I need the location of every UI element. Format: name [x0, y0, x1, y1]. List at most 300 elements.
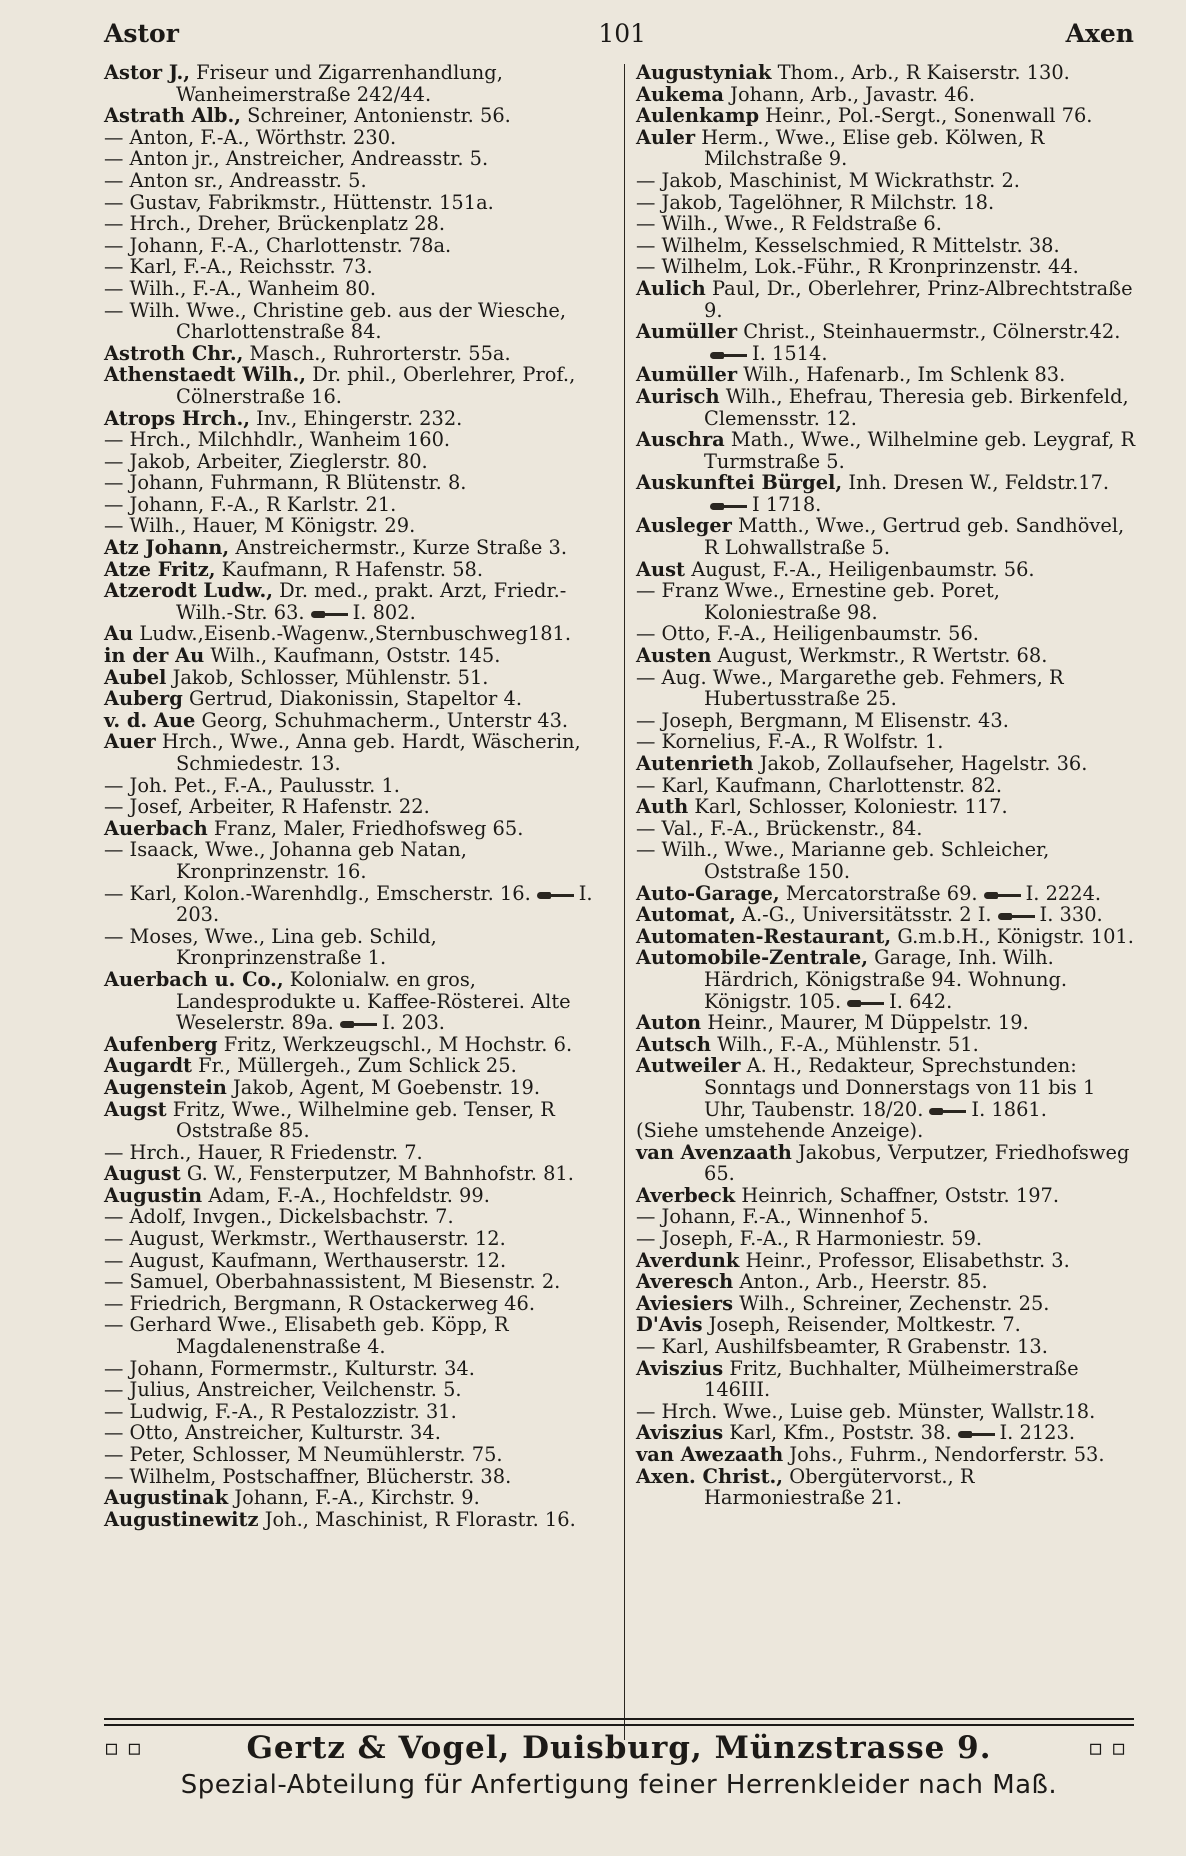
directory-entry	[636, 1271, 1136, 1293]
entry-name: Auto-Garage,	[636, 881, 780, 905]
directory-entry	[636, 926, 1136, 948]
telephone-icon	[537, 889, 575, 901]
entry-details: — Joseph, Bergmann, M Elisenstr. 43.	[636, 708, 1009, 732]
directory-entry	[636, 1250, 1136, 1272]
directory-entry	[104, 818, 616, 840]
entry-details: G. W., Fensterputzer, M Bahnhofstr. 81.	[186, 1162, 574, 1186]
directory-entry	[636, 559, 1136, 581]
entry-details: Kaufmann, R Hafenstr. 58.	[221, 557, 484, 581]
entry-name: Augenstein	[104, 1075, 227, 1099]
phone-number: I. 2123.	[999, 1421, 1075, 1445]
entry-name: Augustinak	[104, 1486, 229, 1510]
directory-entry	[104, 688, 616, 710]
directory-entry	[104, 364, 616, 407]
entry-name: Automobile-Zentrale,	[636, 946, 868, 970]
directory-entry	[636, 623, 1136, 645]
entry-details: Wilh., F.-A., Mühlenstr. 51.	[717, 1032, 979, 1056]
phone-number: I 1718.	[752, 492, 822, 516]
entry-details: Matth., Wwe., Gertrud geb. Sandhövel, R Lohwallstraße 5.	[704, 514, 1125, 560]
entry-details: Fritz, Werkzeugschl., M Hochstr. 6.	[223, 1032, 573, 1056]
directory-entry	[104, 1487, 616, 1509]
entry-name: Auler	[636, 125, 696, 149]
directory-entry	[636, 1034, 1136, 1056]
directory-entry	[636, 105, 1136, 127]
directory-entry	[636, 386, 1136, 429]
entry-details: Herm., Wwe., Elise geb. Kölwen, R Milchstraße 9.	[701, 125, 1045, 171]
entry-name: Austen	[636, 644, 712, 668]
directory-entry	[104, 1379, 616, 1401]
directory-entry	[636, 429, 1136, 472]
directory-entry	[104, 408, 616, 430]
directory-entry	[104, 1293, 616, 1315]
entry-name: Aviszius	[636, 1356, 724, 1380]
directory-entry	[636, 796, 1136, 818]
entry-details: — Anton jr., Anstreicher, Andreasstr. 5.	[104, 147, 489, 171]
entry-details: Georg, Schuhmacherm., Unterstr 43.	[201, 708, 569, 732]
entry-name: Auskunftei Bürgel,	[636, 471, 843, 495]
phone-number: I. 1514.	[752, 341, 828, 365]
entry-name: Atzerodt Ludw.,	[104, 579, 273, 603]
directory-entry	[104, 170, 616, 192]
entry-name: Automaten-Restaurant,	[636, 924, 892, 948]
entry-details: Anstreichermstr., Kurze Straße 3.	[235, 536, 568, 560]
entry-details: Johs., Fuhrm., Nendorferstr. 53.	[789, 1443, 1105, 1466]
entry-details: Wilh., Ehefrau, Theresia geb. Birkenfeld, Clemensstr. 12.	[704, 384, 1129, 430]
entry-details: Dr. phil., Oberlehrer, Prof., Cölnerstraße 16.	[176, 363, 576, 408]
entry-details: Fr., Müllergeh., Zum Schlick 25.	[198, 1054, 517, 1078]
entry-details: Jakob, Zollaufseher, Hagelstr. 36.	[759, 752, 1088, 775]
entry-name: van Avenzaath	[636, 1140, 792, 1164]
advert-top-rule-2	[104, 1724, 1134, 1726]
entry-details: Christ., Steinhauermstr., Cölnerstr.42.	[743, 320, 1121, 344]
directory-entry	[104, 969, 616, 1034]
directory-entry	[104, 537, 616, 559]
entry-details: Ludw.,Eisenb.-Wagenw.,Sternbuschweg181.	[139, 622, 572, 646]
entry-name: v. d. Aue	[104, 708, 196, 732]
entry-name: August	[104, 1162, 181, 1186]
directory-entry	[636, 818, 1136, 840]
advert-line-1	[104, 1730, 1134, 1766]
directory-entry	[636, 127, 1136, 170]
entry-details: Karl, Kfm., Poststr. 38.	[729, 1421, 952, 1445]
directory-entry	[636, 1444, 1136, 1466]
telephone-icon	[847, 997, 885, 1009]
entry-details: Joseph, Reisender, Moltkestr. 7.	[708, 1313, 1021, 1337]
entry-details: — Wilh. Wwe., Christine geb. aus der Wiesche, Charlottenstraße 84.	[104, 298, 567, 344]
directory-entry	[636, 1142, 1136, 1185]
telephone-icon	[311, 608, 349, 620]
directory-entry	[636, 1185, 1136, 1207]
entry-details: — Johann, F.-A., R Karlstr. 21.	[104, 492, 397, 516]
entry-details: — Wilh., Hauer, M Königstr. 29.	[104, 514, 416, 538]
directory-entry	[636, 1358, 1136, 1401]
telephone-icon	[984, 889, 1022, 901]
advert-boxes-left: ▫▫	[104, 1735, 150, 1761]
page-number: 101	[598, 18, 647, 48]
directory-entry	[636, 839, 1136, 882]
entry-name: Augustin	[104, 1183, 203, 1207]
telephone-icon	[340, 1018, 378, 1030]
directory-entry	[636, 710, 1136, 732]
directory-entry	[104, 1250, 616, 1272]
directory-entry	[104, 645, 616, 667]
entry-name: Au	[104, 622, 134, 646]
entry-name: Autenrieth	[636, 752, 754, 775]
directory-entry	[104, 1466, 616, 1488]
directory-entry	[636, 1466, 1136, 1509]
directory-entry	[636, 731, 1136, 753]
directory-entry	[636, 1012, 1136, 1034]
entry-details: Thom., Arb., R Kaiserstr. 130.	[777, 61, 1070, 84]
entry-details: Mercatorstraße 69.	[785, 881, 978, 905]
entry-details: — Gustav, Fabrikmstr., Hüttenstr. 151a.	[104, 190, 494, 214]
entry-name: Aviszius	[636, 1421, 724, 1445]
entry-name: Averbeck	[636, 1183, 736, 1207]
directory-entry	[104, 343, 616, 365]
entry-name: Atz Johann,	[104, 536, 230, 560]
entry-name: Automat,	[636, 903, 736, 927]
directory-entry	[636, 1120, 1136, 1142]
entry-details: Wilh., Schreiner, Zechenstr. 25.	[739, 1291, 1050, 1315]
directory-entry	[104, 451, 616, 473]
entry-details: — Otto, Anstreicher, Kulturstr. 34.	[104, 1421, 441, 1445]
advert-firm: Gertz & Vogel, Duisburg, Münzstrasse 9.	[246, 1730, 992, 1766]
directory-entry	[636, 883, 1136, 905]
directory-entry	[636, 1336, 1136, 1358]
entry-details: — Val., F.-A., Brückenstr., 84.	[636, 816, 923, 840]
directory-entry	[104, 1509, 616, 1531]
entry-name: Aumüller	[636, 320, 738, 344]
left-column	[104, 62, 616, 1530]
directory-entry	[636, 1228, 1136, 1250]
entry-details: — Anton, F.-A., Wörthstr. 230.	[104, 125, 397, 149]
entry-details: — Samuel, Oberbahnassistent, M Biesenstr. 2.	[104, 1270, 561, 1294]
directory-entry	[636, 667, 1136, 710]
entry-details: Jakobus, Verputzer, Friedhofsweg 65.	[704, 1140, 1130, 1186]
directory-entry	[104, 472, 616, 494]
entry-details: — Hrch., Milchhdlr., Wanheim 160.	[104, 428, 451, 452]
directory-entry	[636, 170, 1136, 192]
entry-details: Wilh., Kaufmann, Oststr. 145.	[210, 644, 501, 668]
entry-details: — Kornelius, F.-A., R Wolfstr. 1.	[636, 730, 944, 754]
entry-details: Schreiner, Antonienstr. 56.	[247, 104, 511, 128]
advert-boxes-right: ▫▫	[1088, 1735, 1134, 1761]
entry-name: Auer	[104, 730, 156, 754]
directory-entry	[636, 235, 1136, 257]
entry-details: — Gerhard Wwe., Elisabeth geb. Köpp, R Magdalenenstraße 4.	[104, 1313, 509, 1359]
telephone-icon	[958, 1428, 996, 1440]
directory-entry	[636, 1314, 1136, 1336]
entry-name: Autweiler	[636, 1054, 741, 1078]
entry-name: Auberg	[104, 687, 183, 711]
directory-entry	[104, 775, 616, 797]
directory-entry	[636, 775, 1136, 797]
entry-name: Aubel	[104, 665, 167, 689]
directory-entry	[636, 278, 1136, 321]
directory-entry	[104, 883, 616, 926]
directory-entry	[104, 796, 616, 818]
phone-number: I. 330.	[1039, 903, 1103, 927]
entry-details: Fritz, Wwe., Wilhelmine geb. Tenser, R Oststraße 85.	[172, 1097, 555, 1143]
phone-number: I. 2224.	[1025, 881, 1102, 905]
entry-details: August, F.-A., Heiligenbaumstr. 56.	[691, 557, 1035, 581]
directory-entry	[104, 192, 616, 214]
entry-details: — Hrch., Hauer, R Friedenstr. 7.	[104, 1140, 423, 1164]
directory-entry	[636, 84, 1136, 106]
directory-entry	[104, 1034, 616, 1056]
directory-entry	[636, 515, 1136, 558]
directory-entry	[104, 1401, 616, 1423]
directory-entry	[104, 710, 616, 732]
entry-name: Atrops Hrch.,	[104, 406, 250, 430]
entry-name: Auerbach u. Co.,	[104, 967, 284, 991]
entry-details: — Franz Wwe., Ernestine geb. Poret, Koloniestraße 98.	[636, 579, 1000, 624]
directory-entry	[104, 1271, 616, 1293]
entry-details: Fritz, Buchhalter, Mülheimerstraße 146III.	[704, 1356, 1079, 1402]
advert-top-rule	[104, 1718, 1134, 1720]
entry-details: Inh. Dresen W., Feldstr.17.	[848, 471, 1110, 495]
directory-entry	[636, 1293, 1136, 1315]
directory-entry	[104, 1142, 616, 1164]
entry-details: (Siehe umstehende Anzeige).	[636, 1119, 924, 1143]
entry-details: — Peter, Schlosser, M Neumühlerstr. 75.	[104, 1443, 503, 1466]
directory-entry	[636, 192, 1136, 214]
telephone-icon	[998, 910, 1036, 922]
entry-details: Friseur und Zigarrenhandlung, Wanheimerstraße 242/44.	[176, 61, 503, 106]
entry-name: Autsch	[636, 1032, 711, 1056]
entry-details: — Jakob, Maschinist, M Wickrathstr. 2.	[636, 168, 1020, 192]
directory-entry	[636, 1055, 1136, 1120]
entry-details: — Johann, F.-A., Winnenhof 5.	[636, 1205, 929, 1229]
entry-details: — Johann, F.-A., Charlottenstr. 78a.	[104, 233, 452, 257]
directory-entry	[104, 731, 616, 774]
entry-details: — Johann, Formermstr., Kulturstr. 34.	[104, 1356, 475, 1380]
entry-name: Averesch	[636, 1270, 734, 1294]
directory-entry	[636, 62, 1136, 84]
directory-entry	[636, 1401, 1136, 1423]
entry-details: Math., Wwe., Wilhelmine geb. Leygraf, R Turmstraße 5.	[704, 428, 1136, 473]
entry-details: Anton., Arb., Heerstr. 85.	[739, 1270, 988, 1294]
directory-entry	[104, 1206, 616, 1228]
entry-details: — Otto, F.-A., Heiligenbaumstr. 56.	[636, 622, 979, 646]
directory-entry	[636, 1422, 1136, 1444]
entry-details: — Josef, Arbeiter, R Hafenstr. 22.	[104, 795, 430, 819]
entry-details: — Ludwig, F.-A., R Pestalozzistr. 31.	[104, 1399, 457, 1423]
entry-name: Auerbach	[104, 816, 208, 840]
entry-details: Heinr., Pol.-Sergt., Sonenwall 76.	[765, 104, 1093, 128]
directory-entry	[104, 213, 616, 235]
entry-details: Franz, Maler, Friedhofsweg 65.	[213, 816, 524, 840]
directory-entry	[636, 580, 1136, 623]
advert-line-2: Spezial-Abteilung für Anfertigung feiner Herrenkleider nach Maß.	[180, 1770, 1058, 1800]
directory-entry	[104, 515, 616, 537]
entry-details: A.-G., Universitätsstr. 2 I.	[742, 903, 992, 927]
entry-details: Garage, Inh. Wilh. Härdrich, Königstraße 94. Wohnung. Königstr. 105.	[704, 946, 1068, 1013]
directory-entry	[636, 645, 1136, 667]
directory-entry	[636, 364, 1136, 386]
entry-details: Jakob, Schlosser, Mühlenstr. 51.	[172, 665, 489, 689]
entry-name: Augustinewitz	[104, 1507, 259, 1531]
entry-details: Gertrud, Diakonissin, Stapeltor 4.	[188, 687, 522, 711]
entry-details: — Joh. Pet., F.-A., Paulusstr. 1.	[104, 773, 400, 797]
entry-name: Aurisch	[636, 384, 720, 408]
entry-name: Aumüller	[636, 363, 738, 387]
directory-entry	[104, 1099, 616, 1142]
entry-name: Astrath Alb.,	[104, 104, 241, 128]
directory-entry	[104, 623, 616, 645]
entry-details: — Wilhelm, Lok.-Führ., R Kronprinzenstr. 44.	[636, 255, 1079, 279]
column-divider	[624, 64, 625, 1740]
entry-details: Dr. med., prakt. Arzt, Friedr.-Wilh.-Str. 63.	[176, 579, 567, 624]
telephone-icon	[710, 500, 748, 512]
right-column	[636, 62, 1136, 1509]
phone-number: I. 203.	[381, 1011, 445, 1035]
entry-details: Johann, Arb., Javastr. 46.	[730, 82, 976, 106]
entry-details: — Hrch. Wwe., Luise geb. Münster, Wallstr.18.	[636, 1399, 1096, 1423]
entry-name: Aufenberg	[104, 1032, 218, 1056]
telephone-icon	[929, 1105, 967, 1117]
directory-entry	[104, 667, 616, 689]
directory-entry	[104, 62, 616, 105]
entry-details: — Wilh., Wwe., R Feldstraße 6.	[636, 212, 942, 236]
directory-entry	[104, 429, 616, 451]
directory-entry	[636, 904, 1136, 926]
directory-entry	[636, 213, 1136, 235]
header-left-word: Astor	[104, 18, 179, 48]
entry-name: Auschra	[636, 428, 725, 452]
entry-details: — Johann, Fuhrmann, R Blütenstr. 8.	[104, 471, 467, 495]
phone-number: I. 203.	[176, 881, 593, 927]
entry-details: Kolonialw. en gros, Landesprodukte u. Kaffee-Rösterei. Alte Weselerstr. 89a.	[176, 967, 571, 1035]
entry-details: — Aug. Wwe., Margarethe geb. Fehmers, R Hubertusstraße 25.	[636, 665, 1064, 711]
entry-details: Wilh., Hafenarb., Im Schlenk 83.	[743, 363, 1066, 387]
directory-entry	[104, 1055, 616, 1077]
entry-details: Joh., Maschinist, R Florastr. 16.	[264, 1507, 576, 1531]
entry-details: — Karl, Kolon.-Warenhdlg., Emscherstr. 16.	[104, 881, 531, 905]
directory-entry	[636, 321, 1136, 364]
entry-details: Heinr., Maurer, M Düppelstr. 19.	[707, 1011, 1029, 1035]
entry-details: — Hrch., Dreher, Brückenplatz 28.	[104, 212, 446, 236]
entry-details: A. H., Redakteur, Sprechstunden: Sonntags und Donnerstags von 11 bis 1 Uhr, Taubenstr. 18/20.	[704, 1054, 1096, 1121]
entry-details: Heinr., Professor, Elisabethstr. 3.	[745, 1248, 1070, 1272]
entry-details: Johann, F.-A., Kirchstr. 9.	[234, 1486, 480, 1510]
directory-entry	[636, 1206, 1136, 1228]
entry-details: Obergütervorst., R Harmoniestraße 21.	[704, 1464, 975, 1510]
directory-entry	[104, 300, 616, 343]
entry-details: Hrch., Wwe., Anna geb. Hardt, Wäscherin, Schmiedestr. 13.	[161, 730, 581, 775]
advertisement	[104, 1730, 1134, 1800]
entry-details: Jakob, Agent, M Goebenstr. 19.	[232, 1075, 541, 1099]
directory-entry	[104, 839, 616, 882]
entry-details: Inv., Ehingerstr. 232.	[256, 406, 463, 430]
directory-entry	[104, 1444, 616, 1466]
entry-name: van Awezaath	[636, 1443, 784, 1466]
entry-name: Averdunk	[636, 1248, 740, 1272]
entry-name: Ausleger	[636, 514, 732, 538]
entry-name: Augst	[104, 1097, 167, 1121]
entry-name: D'Avis	[636, 1313, 703, 1337]
entry-details: — Jakob, Arbeiter, Zieglerstr. 80.	[104, 449, 428, 473]
directory-entry	[636, 472, 1136, 515]
entry-name: Astor J.,	[104, 61, 190, 84]
directory-entry	[104, 494, 616, 516]
entry-name: Augustyniak	[636, 61, 772, 84]
entry-details: G.m.b.H., Königstr. 101.	[897, 924, 1134, 948]
telephone-icon	[710, 349, 748, 361]
entry-details: — Wilh., F.-A., Wanheim 80.	[104, 276, 377, 300]
entry-details: — Karl, Kaufmann, Charlottenstr. 82.	[636, 773, 1002, 797]
entry-name: Auton	[636, 1011, 702, 1035]
directory-entry	[636, 947, 1136, 1012]
phone-number: I. 642.	[889, 989, 953, 1013]
directory-entry	[104, 1077, 616, 1099]
entry-details: — Isaack, Wwe., Johanna geb Natan, Kronprinzenstr. 16.	[104, 838, 467, 883]
directory-entry	[104, 105, 616, 127]
phone-number: I. 1861.	[971, 1097, 1047, 1121]
entry-details: Karl, Schlosser, Koloniestr. 117.	[694, 795, 1008, 819]
directory-entry	[104, 1163, 616, 1185]
phone-number: I. 802.	[352, 600, 416, 624]
entry-name: in der Au	[104, 644, 205, 668]
entry-name: Aust	[636, 557, 686, 581]
entry-details: Adam, F.-A., Hochfeldstr. 99.	[208, 1183, 490, 1207]
entry-name: Aviesiers	[636, 1291, 733, 1315]
entry-details: — Anton sr., Andreasstr. 5.	[104, 168, 367, 192]
directory-entry	[104, 1422, 616, 1444]
entry-name: Augardt	[104, 1054, 192, 1078]
directory-entry	[104, 278, 616, 300]
entry-name: Athenstaedt Wilh.,	[104, 363, 307, 387]
entry-details: — Wilhelm, Kesselschmied, R Mittelstr. 38.	[636, 233, 1060, 257]
directory-entry	[636, 753, 1136, 775]
entry-details: — Jakob, Tagelöhner, R Milchstr. 18.	[636, 190, 995, 214]
directory-entry	[104, 256, 616, 278]
directory-entry	[104, 235, 616, 257]
entry-details: Heinrich, Schaffner, Oststr. 197.	[741, 1183, 1060, 1207]
entry-details: — Karl, Aushilfsbeamter, R Grabenstr. 13.	[636, 1335, 1048, 1359]
entry-details: — Wilhelm, Postschaffner, Blücherstr. 38.	[104, 1464, 512, 1488]
directory-entry	[104, 580, 616, 623]
header-right-word: Axen	[1065, 18, 1134, 48]
entry-name: Aukema	[636, 82, 724, 106]
directory-entry	[104, 926, 616, 969]
directory-entry	[104, 1358, 616, 1380]
directory-entry	[104, 559, 616, 581]
entry-details: — Julius, Anstreicher, Veilchenstr. 5.	[104, 1378, 462, 1402]
entry-name: Aulich	[636, 276, 706, 300]
directory-entry	[104, 1185, 616, 1207]
entry-details: — Wilh., Wwe., Marianne geb. Schleicher, Oststraße 150.	[636, 838, 1050, 883]
entry-details: Masch., Ruhrorterstr. 55a.	[249, 341, 511, 365]
entry-name: Aulenkamp	[636, 104, 760, 128]
entry-details: — Joseph, F.-A., R Harmoniestr. 59.	[636, 1227, 983, 1251]
directory-entry	[104, 1314, 616, 1357]
entry-name: Axen. Christ.,	[636, 1464, 784, 1488]
entry-details: — August, Werkmstr., Werthauserstr. 12.	[104, 1227, 506, 1251]
directory-entry	[104, 148, 616, 170]
entry-details: — August, Kaufmann, Werthauserstr. 12.	[104, 1248, 507, 1272]
directory-entry	[104, 1228, 616, 1250]
page-header	[104, 16, 1134, 50]
entry-name: Astroth Chr.,	[104, 341, 244, 365]
entry-name: Atze Fritz,	[104, 557, 216, 581]
entry-details: — Friedrich, Bergmann, R Ostackerweg 46.	[104, 1291, 535, 1315]
directory-entry	[104, 127, 616, 149]
directory-entry	[636, 256, 1136, 278]
entry-details: — Moses, Wwe., Lina geb. Schild, Kronprinzenstraße 1.	[104, 924, 437, 970]
entry-details: Paul, Dr., Oberlehrer, Prinz-Albrechtstraße 9.	[704, 276, 1133, 322]
entry-details: — Karl, F.-A., Reichsstr. 73.	[104, 255, 373, 279]
